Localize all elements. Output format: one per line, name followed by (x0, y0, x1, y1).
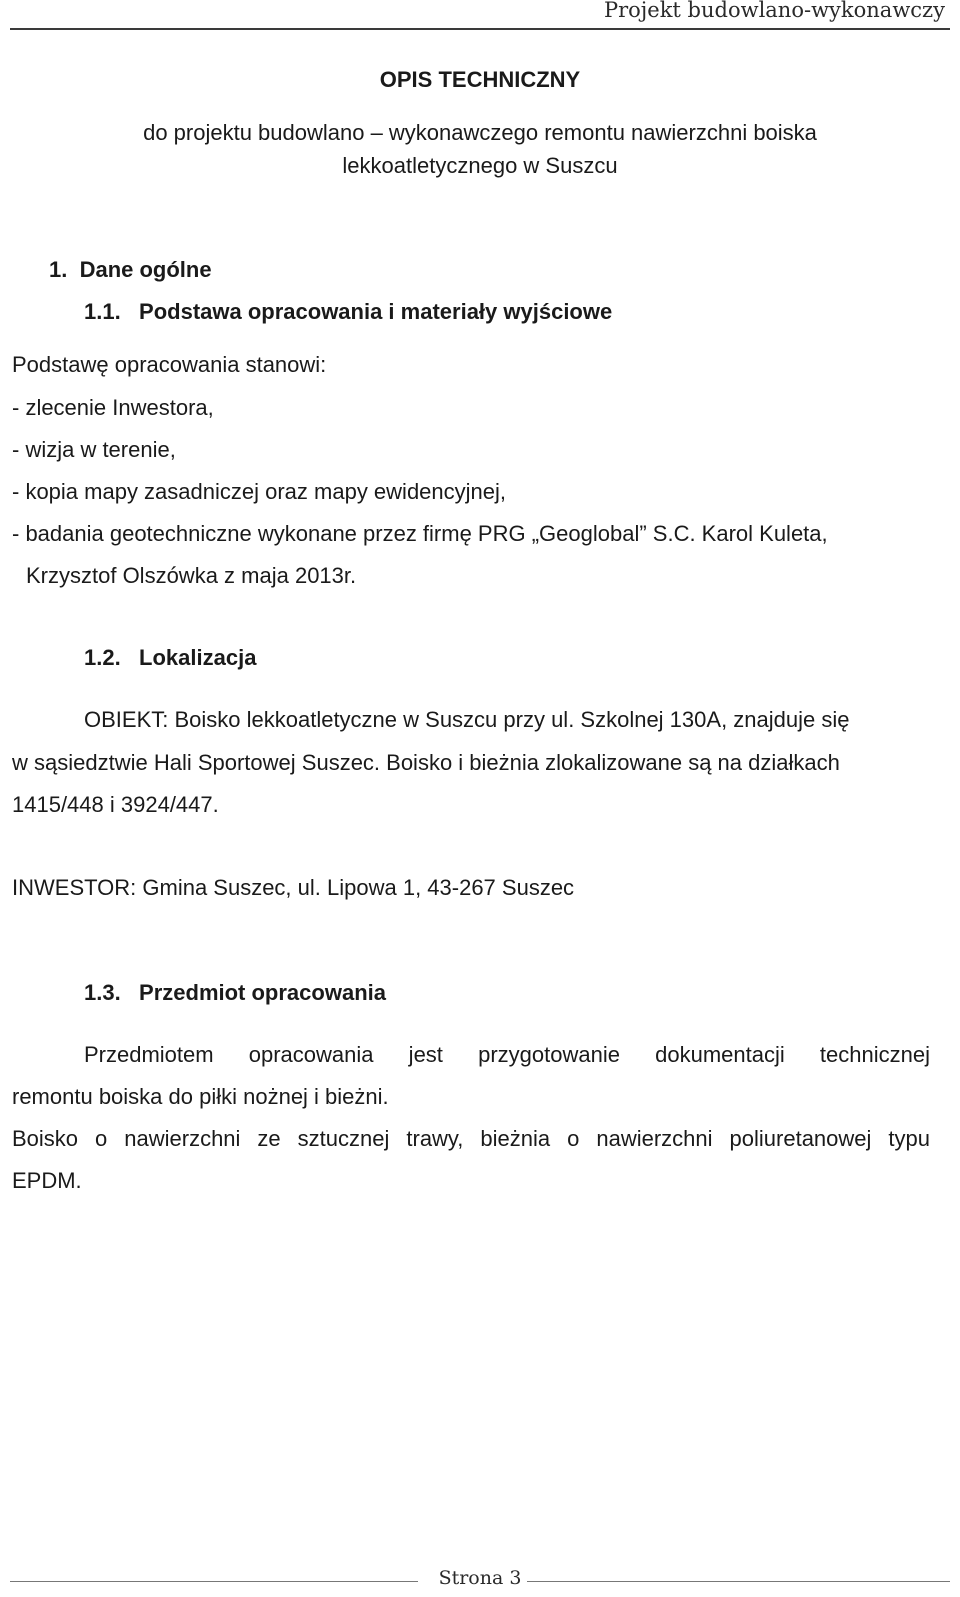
basis-item: - badania geotechniczne wykonane przez firmę PRG „Geoglobal” S.C. Karol Kuleta, (12, 521, 828, 546)
section-1-2-heading: 1.2. Lokalizacja (84, 645, 257, 670)
scope-line-1: Przedmiotem opracowania jest przygotowanie dokumentacji technicznej (84, 1042, 930, 1067)
header-rule (10, 28, 950, 30)
object-line-2: w sąsiedztwie Hali Sportowej Suszec. Boisko i bieżnia zlokalizowane są na działkach (12, 750, 840, 775)
section-1-heading: 1. Dane ogólne (49, 257, 212, 282)
basis-item: - zlecenie Inwestora, (12, 395, 214, 420)
object-line-1: OBIEKT: Boisko lekkoatletyczne w Suszcu przy ul. Szkolnej 130A, znajduje się (84, 707, 850, 732)
basis-item: - kopia mapy zasadniczej oraz mapy ewidencyjnej, (12, 479, 507, 504)
document-subtitle-line-2: lekkoatletycznego w Suszcu (342, 153, 618, 178)
basis-intro: Podstawę opracowania stanowi: (12, 352, 327, 377)
basis-item-continuation: Krzysztof Olszówka z maja 2013r. (26, 563, 357, 588)
document-subtitle-line-1: do projektu budowlano – wykonawczego remontu nawierzchni boiska (143, 120, 817, 145)
running-header: Projekt budowlano-wykonawczy (603, 0, 945, 22)
scope-line-4: EPDM. (12, 1168, 82, 1193)
section-1-3-heading: 1.3. Przedmiot opracowania (84, 980, 386, 1005)
page-number: Strona 3 (438, 1567, 522, 1589)
scope-line-3: Boisko o nawierzchni ze sztucznej trawy, bieżnia o nawierzchni poliuretanowej typu (12, 1126, 930, 1151)
basis-item: - wizja w terenie, (12, 437, 176, 462)
section-1-1-heading: 1.1. Podstawa opracowania i materiały wyjściowe (84, 299, 613, 324)
object-line-3: 1415/448 i 3924/447. (12, 792, 219, 817)
scope-line-2: remontu boiska do piłki nożnej i bieżni. (12, 1084, 389, 1109)
document-title: OPIS TECHNICZNY (379, 67, 581, 92)
investor-line: INWESTOR: Gmina Suszec, ul. Lipowa 1, 43-267 Suszec (12, 875, 575, 900)
